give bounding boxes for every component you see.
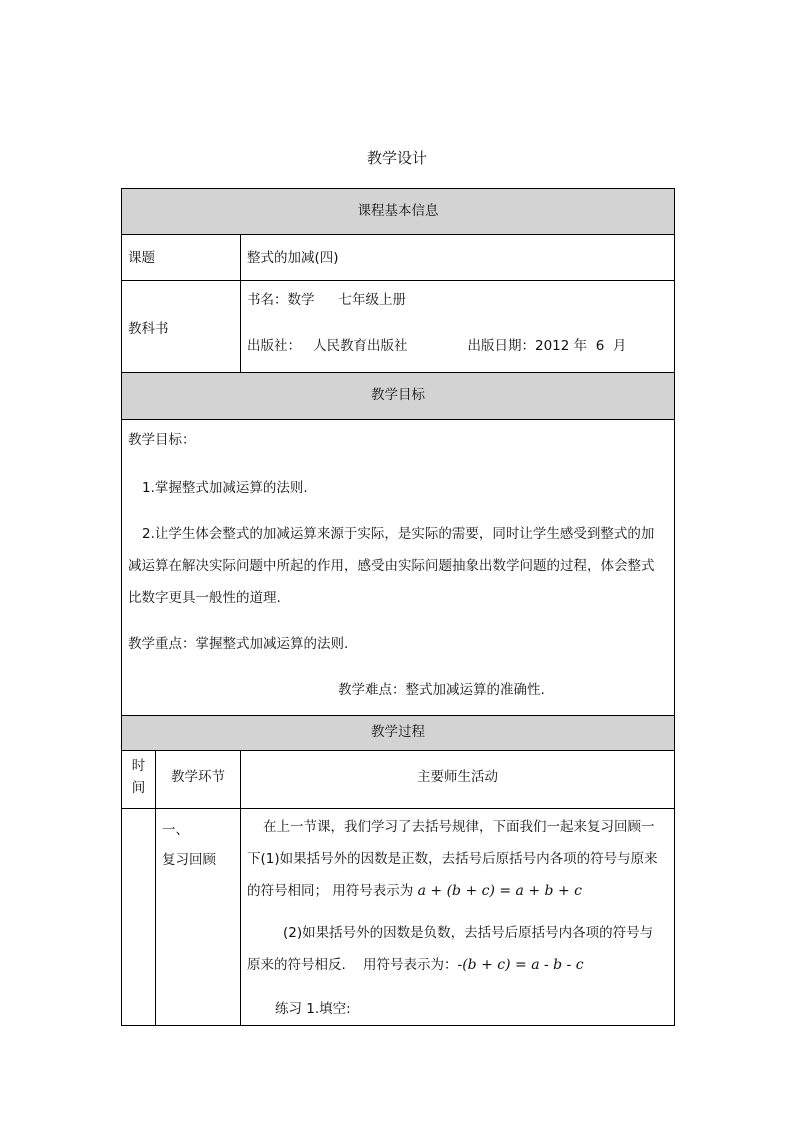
publisher-label: 出版社： xyxy=(247,338,301,354)
formula-1: a + (b + c) = a + b + c xyxy=(417,883,582,899)
goal-2-line3: 比数字更具一般性的道理. xyxy=(128,590,281,606)
review-line-5-text: 原来的符号相反. 用符号表示为： xyxy=(247,957,458,973)
stage-number: 一、 xyxy=(162,822,189,838)
goals-content-cell xyxy=(122,420,675,716)
col-time-1: 时 xyxy=(131,758,146,774)
document-title: 教学设计 xyxy=(366,149,427,167)
pub-date: 2012 年 6 月 xyxy=(535,338,627,354)
review-line-5 xyxy=(247,949,670,981)
textbook-label-cell xyxy=(122,281,241,373)
book-grade: 七年级上册 xyxy=(338,292,406,308)
activity-cell xyxy=(241,809,675,1026)
time-cell xyxy=(122,809,156,1026)
review-line-1: 在上一节课，我们学习了去括号规律，下面我们一起来复习回顾一 xyxy=(263,819,655,835)
pub-date-label: 出版日期： xyxy=(467,338,535,354)
col-time-2: 间 xyxy=(131,780,146,796)
review-line-3-text: 的符号相同； 用符号表示为 xyxy=(247,883,414,899)
section-header-goals xyxy=(122,373,675,420)
goal-2-line1: 2.让学生体会整式的加减运算来源于实际，是实际的需要，同时让学生感受到整式的加 xyxy=(142,526,655,542)
section-title: 教学过程 xyxy=(371,724,425,740)
section-header-course-info xyxy=(122,189,675,235)
col-header-stage xyxy=(156,751,241,809)
section-title: 课程基本信息 xyxy=(357,203,439,219)
lesson-plan-table xyxy=(121,188,675,1026)
col-activity: 主要师生活动 xyxy=(417,769,498,785)
textbook-info-cell xyxy=(241,281,675,373)
textbook-label: 教科书 xyxy=(128,320,169,337)
review-line-4: (2)如果括号外的因数是负数，去括号后原括号内各项的符号与 xyxy=(283,925,654,941)
publisher: 人民教育出版社 xyxy=(313,338,408,354)
review-line-2: 下(1)如果括号外的因数是正数，去括号后原括号内各项的符号与原来 xyxy=(247,851,658,867)
publisher-line xyxy=(241,311,674,357)
formula-2: -(b + c) = a - b - c xyxy=(457,957,584,973)
goals-heading: 教学目标： xyxy=(128,432,196,448)
book-name: 数学 xyxy=(287,292,315,308)
book-name-line xyxy=(241,281,674,311)
topic-label-cell xyxy=(122,235,241,281)
col-stage: 教学环节 xyxy=(171,769,225,785)
col-header-activity xyxy=(241,751,675,809)
exercise: 练习 1.填空: xyxy=(275,1001,351,1017)
topic-label: 课题 xyxy=(128,250,155,266)
section-header-process xyxy=(122,716,675,751)
key-point: 教学重点：掌握整式加减运算的法则. xyxy=(128,636,349,652)
stage-cell xyxy=(156,809,241,1026)
section-title: 教学目标 xyxy=(371,387,425,403)
topic-value-cell xyxy=(241,235,675,281)
book-name-label: 书名： xyxy=(247,292,288,308)
difficulty: 教学难点：整式加减运算的准确性. xyxy=(338,682,545,698)
review-line-3 xyxy=(247,875,670,907)
goal-1: 1.掌握整式加减运算的法则. xyxy=(142,480,308,496)
stage-name: 复习回顾 xyxy=(162,852,216,868)
goal-2-line2: 减运算在解决实际问题中所起的作用，感受由实际问题抽象出数学问题的过程，体会整式 xyxy=(128,558,655,574)
topic-value: 整式的加减(四) xyxy=(247,250,339,266)
col-header-time xyxy=(122,751,156,809)
